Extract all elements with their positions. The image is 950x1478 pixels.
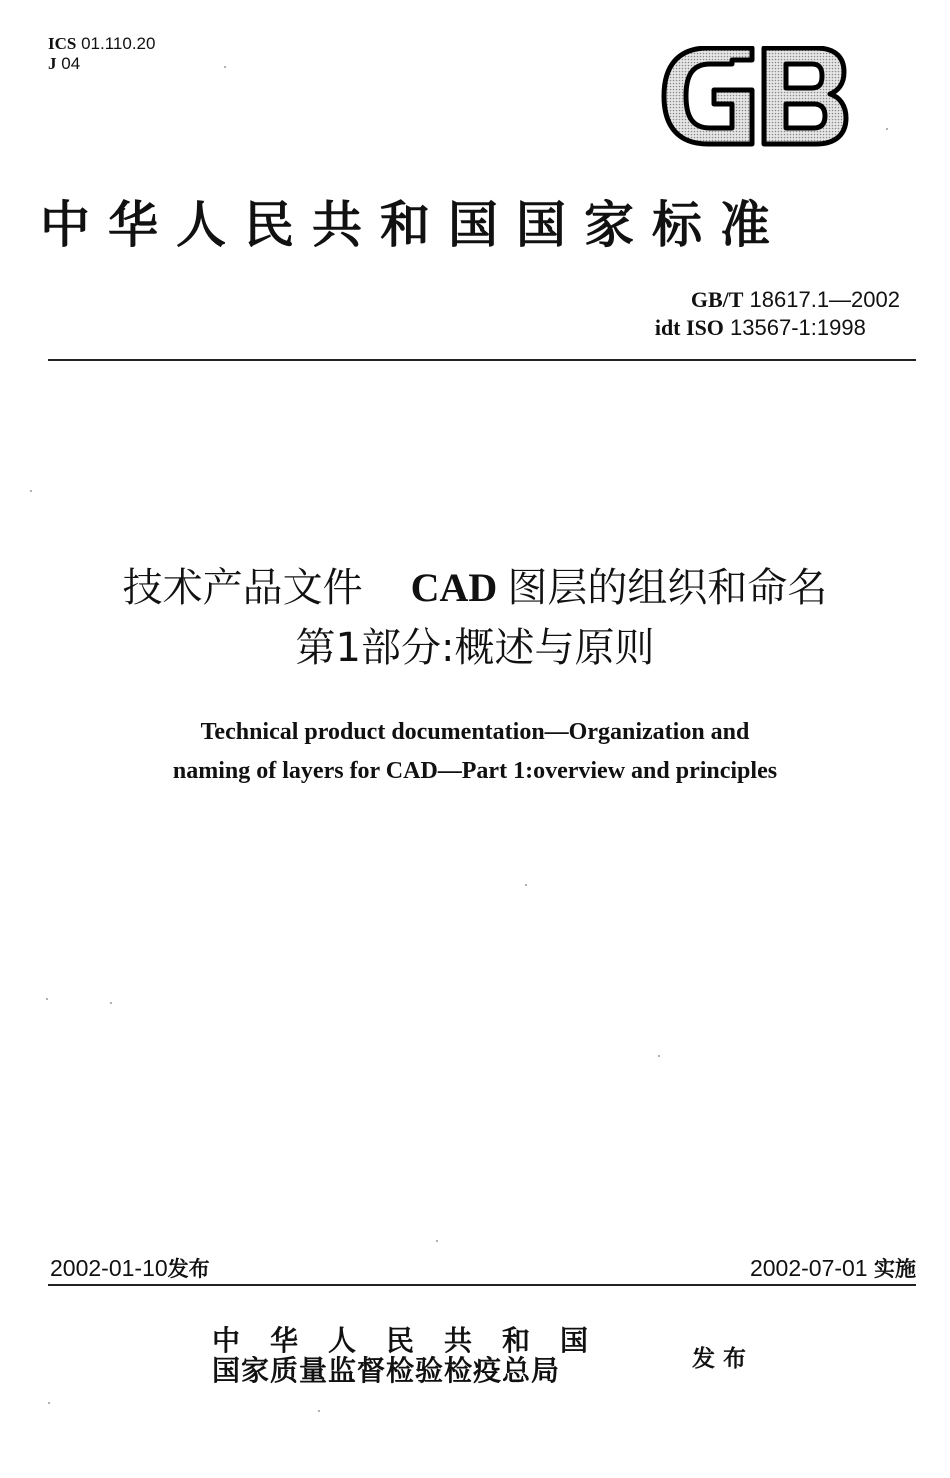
chinese-title-part-2: 图层的组织和命名 — [507, 565, 828, 611]
bottom-divider — [48, 1284, 916, 1286]
chinese-title-part-1: 技术产品文件 — [122, 565, 363, 611]
effective-date-value: 2002-07-01 — [749, 1255, 868, 1281]
gb-standard-logo — [660, 46, 850, 148]
scan-speck — [658, 1055, 660, 1057]
scan-speck — [224, 66, 226, 68]
issuer-line-1: 中华人民共和国 — [212, 1324, 619, 1357]
scan-speck — [318, 1410, 320, 1412]
scan-speck — [48, 1402, 50, 1404]
chinese-title-latin: CAD — [410, 565, 498, 610]
standard-numbers — [655, 286, 900, 342]
ccs-label: J — [48, 54, 57, 73]
chinese-title-line-1 — [0, 562, 950, 614]
scan-speck — [30, 490, 32, 492]
english-title-line-1: Technical product documentation—Organization and — [200, 719, 750, 745]
scan-speck — [110, 1002, 112, 1004]
standard-number: 18617.1—2002 — [749, 287, 900, 312]
scan-speck — [436, 1240, 438, 1242]
standard-number-line — [655, 286, 900, 314]
page-header-title: 中华人民共和国国家标准 — [40, 195, 788, 254]
english-title-line-2: naming of layers for CAD—Part 1:overview and principles — [172, 758, 778, 784]
ccs-line — [48, 54, 155, 74]
scan-speck — [886, 128, 888, 130]
issuing-authority — [212, 1326, 618, 1386]
effective-date — [750, 1253, 916, 1283]
adoption-label: idt ISO — [654, 315, 724, 340]
issue-date — [50, 1253, 210, 1283]
adoption-number: 13567-1:1998 — [730, 315, 866, 340]
ccs-code: 04 — [61, 54, 81, 73]
effective-date-label: 实施 — [874, 1257, 916, 1281]
issue-date-value: 2002-01-10 — [50, 1255, 168, 1281]
top-divider — [48, 359, 916, 361]
issue-date-label: 发布 — [167, 1257, 210, 1281]
scan-speck — [525, 884, 527, 886]
ics-code: 01.110.20 — [81, 34, 156, 53]
ics-label: ICS — [48, 34, 77, 53]
classification-codes — [48, 34, 155, 74]
ics-line — [48, 34, 155, 54]
issuer-line-2: 国家质量监督检验检疫总局 — [212, 1354, 561, 1387]
standard-number-label: GB/T — [690, 287, 744, 312]
scan-speck — [46, 998, 48, 1000]
chinese-title-line-2: 第1部分:概述与原则 — [295, 625, 655, 671]
adoption-line — [655, 314, 900, 342]
issue-word: 发布 — [692, 1345, 754, 1372]
